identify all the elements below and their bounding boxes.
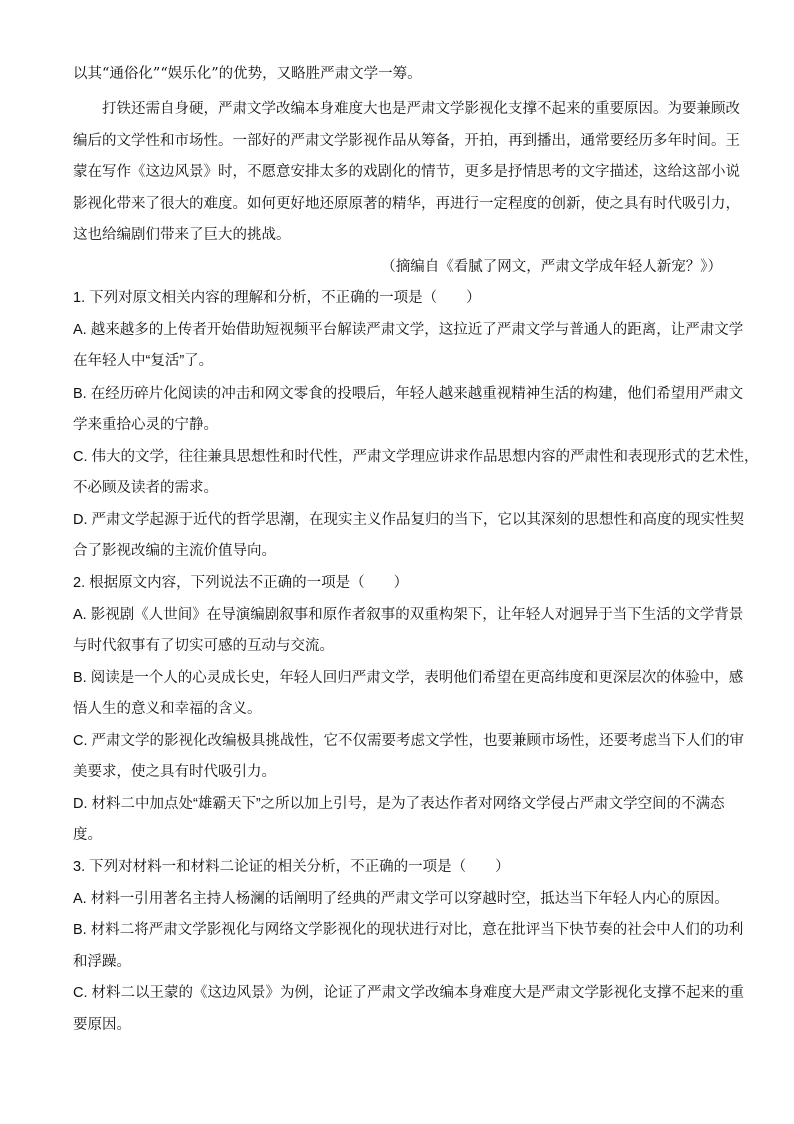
question-2-option-a: A. 影视剧《人世间》在导演编剧叙事和原作者叙事的双重构架下，让年轻人对迥异于当下生活的文学背景 — [73, 607, 744, 623]
question-1-option-c: C. 伟大的文学，往往兼具思想性和时代性，严肃文学理应讲求作品思想内容的严肃性和表现形式的艺术性， — [73, 449, 759, 465]
question-3-option-c-cont: 要原因。 — [73, 1017, 131, 1033]
question-1-option-b: B. 在经历碎片化阅读的冲击和网文零食的投喂后，年轻人越来越重视精神生活的构建，他们希望用严肃文 — [73, 386, 744, 402]
question-3-stem: 3. 下列对材料一和材料二论证的相关分析，不正确的一项是（ ） — [73, 859, 510, 875]
question-1-option-d: D. 严肃文学起源于近代的哲学思潮，在现实主义作品复归的当下，它以其深刻的思想性和高度的现实性契 — [73, 512, 745, 528]
question-3-option-a: A. 材料一引用著名主持人杨澜的话阐明了经典的严肃文学可以穿越时空，抵达当下年轻人内心的原因。 — [73, 891, 729, 907]
question-1-option-d-cont: 合了影视改编的主流价值导向。 — [73, 543, 276, 559]
question-2-option-b-cont: 悟人生的意义和幸福的含义。 — [73, 701, 262, 717]
passage-line: 蒙在写作《这边风景》时，不愿意安排太多的戏剧化的情节，更多是抒情思考的文字描述，这给这部小说 — [73, 164, 740, 180]
passage-line: 以其“通俗化”“娱乐化”的优势，又略胜严肃文学一筹。 — [73, 66, 422, 82]
passage-line: 影视化带来了很大的难度。如何更好地还原原著的精华，再进行一定程度的创新，使之具有时代吸引力， — [73, 196, 740, 212]
question-1-option-b-cont: 学来重拾心灵的宁静。 — [73, 417, 218, 433]
passage-line: 编后的文学性和市场性。一部好的严肃文学影视作品从筹备，开拍，再到播出，通常要经历多年时间。王 — [73, 133, 740, 149]
passage-source: （摘编自《看腻了网文，严肃文学成年轻人新宠？》） — [381, 259, 722, 275]
question-1-stem: 1. 下列对原文相关内容的理解和分析，不正确的一项是（ ） — [73, 290, 481, 306]
question-2-option-a-cont: 与时代叙事有了切实可感的互动与交流。 — [73, 638, 334, 654]
question-2-stem: 2. 根据原文内容，下列说法不正确的一项是（ ） — [73, 575, 409, 591]
question-2-option-c: C. 严肃文学的影视化改编极具挑战性，它不仅需要考虑文学性，也要兼顾市场性，还要考虑当下人们的审 — [73, 733, 745, 749]
question-2-option-d: D. 材料二中加点处“雄霸天下”之所以加上引号，是为了表达作者对网络文学侵占严肃文学空间的不满态 — [73, 796, 725, 812]
question-1-option-a: A. 越来越多的上传者开始借助短视频平台解读严肃文学，这拉近了严肃文学与普通人的距离，让严肃文学 — [73, 322, 744, 338]
question-3-option-c: C. 材料二以王蒙的《这边风景》为例，论证了严肃文学改编本身难度大是严肃文学影视化支撑不起来的重 — [73, 985, 745, 1001]
question-2-option-b: B. 阅读是一个人的心灵成长史，年轻人回归严肃文学，表明他们希望在更高纬度和更深层次的体验中，感 — [73, 670, 744, 686]
question-1-option-a-cont: 在年轻人中“复活”了。 — [73, 353, 214, 369]
question-2-option-c-cont: 美要求，使之具有时代吸引力。 — [73, 764, 276, 780]
passage-line: 打铁还需自身硬，严肃文学改编本身难度大也是严肃文学影视化支撑不起来的重要原因。为要兼顾改 — [102, 101, 740, 117]
question-1-option-c-cont: 不必顾及读者的需求。 — [73, 480, 218, 496]
passage-line: 这也给编剧们带来了巨大的挑战。 — [73, 227, 291, 243]
question-3-option-b-cont: 和浮躁。 — [73, 954, 131, 970]
question-3-option-b: B. 材料二将严肃文学影视化与网络文学影视化的现状进行对比，意在批评当下快节奏的社会中人们的功利 — [73, 922, 744, 938]
question-2-option-d-cont: 度。 — [73, 827, 102, 843]
